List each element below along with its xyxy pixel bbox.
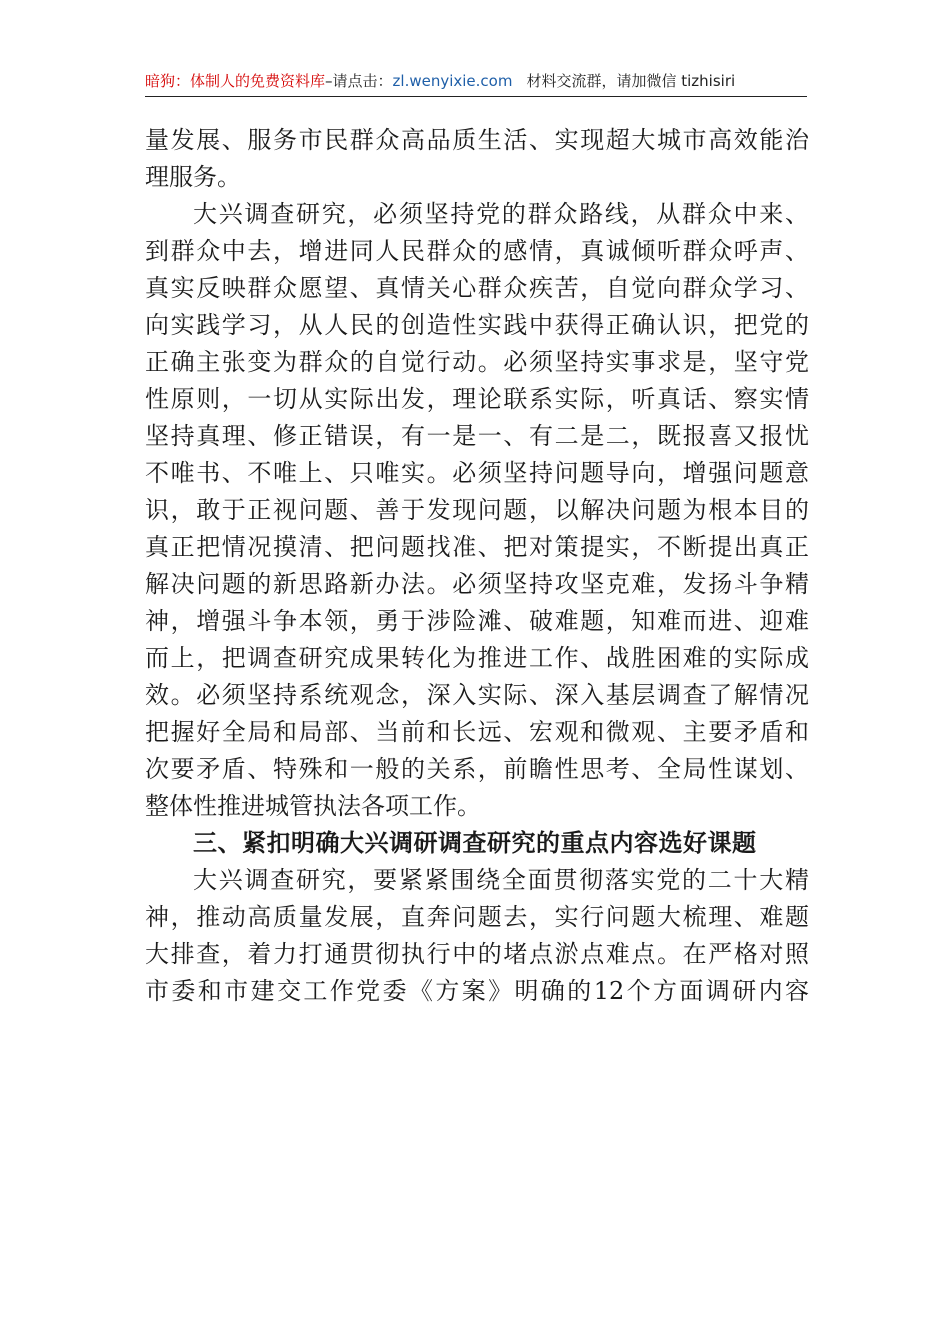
- text-line: 到群众中去，增进同人民群众的感情，真诚倾听群众呼声、: [145, 237, 809, 265]
- text-line: 识，敢于正视问题、善于发现问题，以解决问题为根本目的: [145, 496, 809, 524]
- text-line: 市委和市建交工作党委《方案》明确的12个方面调研内容: [145, 977, 809, 1005]
- text-line: 神，推动高质量发展，直奔问题去，实行问题大梳理、难题: [145, 903, 809, 931]
- text-line: 大兴调查研究，要紧紧围绕全面贯彻落实党的二十大精: [193, 866, 809, 894]
- section-heading: 三、紧扣明确大兴调研调查研究的重点内容选好课题: [193, 829, 757, 857]
- text-line: 真实反映群众愿望、真情关心群众疾苦，自觉向群众学习、: [145, 274, 809, 302]
- text-line: 而上，把调查研究成果转化为推进工作、战胜困难的实际成: [145, 644, 809, 672]
- text-line: 正确主张变为群众的自觉行动。必须坚持实事求是，坚守党: [145, 348, 809, 376]
- text-line: 大兴调查研究，必须坚持党的群众路线，从群众中来、: [193, 200, 809, 228]
- text-line: 次要矛盾、特殊和一般的关系，前瞻性思考、全局性谋划、: [145, 755, 809, 783]
- text-line: 神，增强斗争本领，勇于涉险滩、破难题，知难而进、迎难: [145, 607, 809, 635]
- text-line: 大排查，着力打通贯彻执行中的堵点淤点难点。在严格对照: [145, 940, 809, 968]
- text-line: 解决问题的新思路新办法。必须坚持攻坚克难，发扬斗争精: [145, 570, 809, 598]
- page-header: [145, 66, 807, 97]
- header-url-link[interactable]: zl.wenyixie.com: [392, 72, 513, 90]
- text-line: 效。必须坚持系统观念，深入实际、深入基层调查了解情况: [145, 681, 809, 709]
- text-line: 把握好全局和局部、当前和长远、宏观和微观、主要矛盾和: [145, 718, 809, 746]
- text-line: 理服务。: [145, 163, 241, 191]
- text-line: 性原则，一切从实际出发，理论联系实际，听真话、察实情: [145, 385, 809, 413]
- text-line: 不唯书、不唯上、只唯实。必须坚持问题导向，增强问题意: [145, 459, 809, 487]
- text-line: 向实践学习，从人民的创造性实践中获得正确认识，把党的: [145, 311, 809, 339]
- header-prompt: –请点击：: [325, 72, 393, 90]
- header-wechat: 材料交流群，请加微信 tizhisiri: [526, 72, 736, 90]
- text-line: 整体性推进城管执法各项工作。: [145, 792, 481, 820]
- text-line: 真正把情况摸清、把问题找准、把对策提实，不断提出真正: [145, 533, 809, 561]
- document-body: [145, 122, 809, 1010]
- header-brand: 暗狗：体制人的免费资料库: [145, 72, 326, 90]
- text-line: 坚持真理、修正错误，有一是一、有二是二，既报喜又报忧: [145, 422, 809, 450]
- text-line: 量发展、服务市民群众高品质生活、实现超大城市高效能治: [145, 126, 809, 154]
